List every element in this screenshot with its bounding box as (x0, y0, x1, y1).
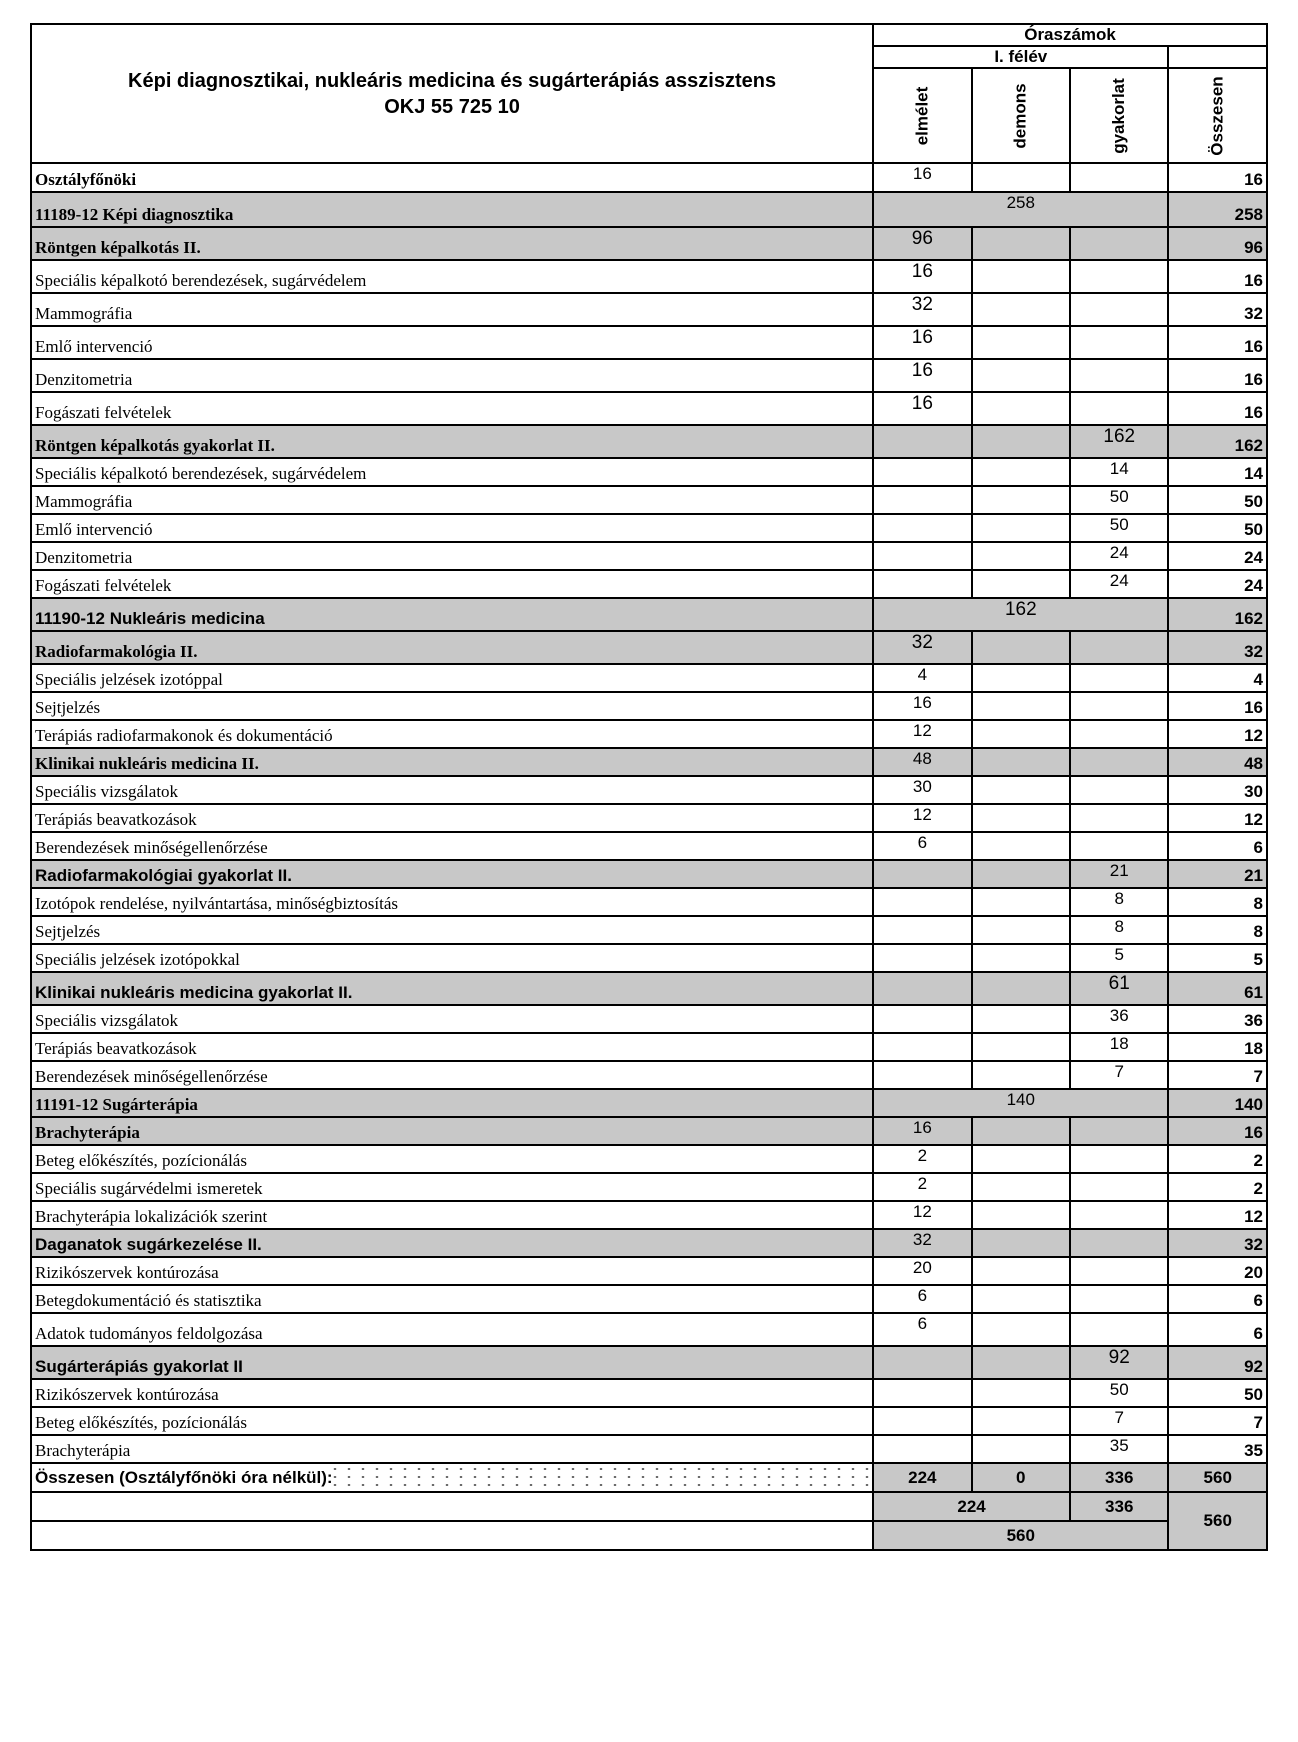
col-osszesen-header (1168, 68, 1267, 163)
demons-cell (972, 227, 1070, 260)
table-row (31, 944, 1267, 972)
osszesen-cell: 12 (1168, 720, 1267, 748)
demons-cell (972, 916, 1070, 944)
gyakorlat-cell (1070, 1257, 1168, 1285)
gyakorlat-cell: 7 (1070, 1061, 1168, 1089)
col-gyakorlat-header (1070, 68, 1168, 163)
row-label: Mammográfia (31, 486, 873, 514)
osszesen-cell: 8 (1168, 916, 1267, 944)
demons-cell (972, 542, 1070, 570)
gyakorlat-cell: 50 (1070, 514, 1168, 542)
table-row (31, 748, 1267, 776)
row-label: Sugárterápiás gyakorlat II (31, 1346, 873, 1379)
gyakorlat-cell: 24 (1070, 570, 1168, 598)
hours-table (30, 23, 1268, 1551)
table-row (31, 692, 1267, 720)
demons-cell (972, 1229, 1070, 1257)
demons-cell (972, 392, 1070, 425)
row-label: Izotópok rendelése, nyilvántartása, minőségbiztosítás (31, 888, 873, 916)
elmelet-cell (873, 458, 971, 486)
gyakorlat-cell (1070, 1229, 1168, 1257)
osszesen-cell: 12 (1168, 804, 1267, 832)
gyakorlat-cell (1070, 692, 1168, 720)
gyakorlat-cell: 36 (1070, 1005, 1168, 1033)
elmelet-cell (873, 916, 971, 944)
osszesen-cell: 2 (1168, 1173, 1267, 1201)
table-row (31, 1117, 1267, 1145)
row-label: Röntgen képalkotás II. (31, 227, 873, 260)
table-row (31, 458, 1267, 486)
footer-total-text: Összesen (Osztályfőnöki óra nélkül): (35, 1467, 333, 1487)
osszesen-cell: 162 (1168, 425, 1267, 458)
demons-cell (972, 1061, 1070, 1089)
osszesen-cell: 30 (1168, 776, 1267, 804)
elmelet-cell: 6 (873, 1285, 971, 1313)
gyakorlat-cell: 18 (1070, 1033, 1168, 1061)
gyakorlat-cell: 7 (1070, 1407, 1168, 1435)
module-hours-cell: 140 (873, 1089, 1168, 1117)
row-label: Berendezések minőségellenőrzése (31, 832, 873, 860)
row-label: Radiofarmakológiai gyakorlat II. (31, 860, 873, 888)
footer-gyakorlat-total: 336 (1070, 1463, 1168, 1492)
osszesen-cell: 140 (1168, 1089, 1267, 1117)
gyakorlat-cell (1070, 392, 1168, 425)
elmelet-cell (873, 888, 971, 916)
demons-cell (972, 832, 1070, 860)
demons-cell (972, 359, 1070, 392)
table-row (31, 486, 1267, 514)
osszesen-cell: 24 (1168, 542, 1267, 570)
row-label: Fogászati felvételek (31, 570, 873, 598)
table-row (31, 293, 1267, 326)
demons-cell (972, 944, 1070, 972)
row-label: 11190-12 Nukleáris medicina (31, 598, 873, 631)
elmelet-cell (873, 1061, 971, 1089)
gyakorlat-cell (1070, 804, 1168, 832)
osszesen-cell: 6 (1168, 1285, 1267, 1313)
table-row (31, 1089, 1267, 1117)
osszesen-cell: 16 (1168, 392, 1267, 425)
elmelet-cell: 2 (873, 1173, 971, 1201)
osszesen-cell: 35 (1168, 1435, 1267, 1463)
table-row (31, 1033, 1267, 1061)
table-row (31, 1005, 1267, 1033)
demons-cell (972, 664, 1070, 692)
osszesen-cell: 92 (1168, 1346, 1267, 1379)
elmelet-cell (873, 944, 971, 972)
footer-total-label (31, 1463, 873, 1492)
osszesen-cell: 61 (1168, 972, 1267, 1005)
row-label: Klinikai nukleáris medicina II. (31, 748, 873, 776)
gyakorlat-cell: 92 (1070, 1346, 1168, 1379)
demons-cell (972, 1257, 1070, 1285)
gyakorlat-cell: 24 (1070, 542, 1168, 570)
demons-cell (972, 1379, 1070, 1407)
table-row (31, 776, 1267, 804)
row-label: Daganatok sugárkezelése II. (31, 1229, 873, 1257)
demons-cell (972, 776, 1070, 804)
osszesen-cell: 6 (1168, 1313, 1267, 1346)
table-row (31, 1435, 1267, 1463)
elmelet-cell (873, 1379, 971, 1407)
elmelet-cell: 16 (873, 392, 971, 425)
demons-cell (972, 514, 1070, 542)
elmelet-cell: 20 (873, 1257, 971, 1285)
gyakorlat-cell (1070, 163, 1168, 192)
row-label: Fogászati felvételek (31, 392, 873, 425)
gyakorlat-cell: 50 (1070, 486, 1168, 514)
demons-cell (972, 1145, 1070, 1173)
table-row (31, 326, 1267, 359)
table-row (31, 163, 1267, 192)
row-label: Speciális jelzések izotópokkal (31, 944, 873, 972)
row-label: Beteg előkészítés, pozícionálás (31, 1145, 873, 1173)
semester-blank-cell (1168, 46, 1267, 68)
row-label: Denzitometria (31, 542, 873, 570)
table-row (31, 359, 1267, 392)
row-label: Berendezések minőségellenőrzése (31, 1061, 873, 1089)
gyakorlat-cell (1070, 326, 1168, 359)
gyakorlat-cell (1070, 776, 1168, 804)
osszesen-cell: 32 (1168, 631, 1267, 664)
gyakorlat-cell (1070, 293, 1168, 326)
elmelet-cell: 6 (873, 832, 971, 860)
elmelet-cell: 16 (873, 260, 971, 293)
elmelet-cell: 48 (873, 748, 971, 776)
osszesen-cell: 16 (1168, 260, 1267, 293)
curriculum-table-sheet (30, 23, 1268, 1710)
demons-cell (972, 326, 1070, 359)
elmelet-cell: 16 (873, 1117, 971, 1145)
row-label: Mammográfia (31, 293, 873, 326)
gyakorlat-cell: 35 (1070, 1435, 1168, 1463)
document-title (31, 24, 873, 163)
gyakorlat-cell (1070, 1285, 1168, 1313)
osszesen-cell: 12 (1168, 1201, 1267, 1229)
footer-blank-2 (31, 1521, 873, 1550)
title-line-2: OKJ 55 725 10 (384, 95, 520, 118)
row-label: Radiofarmakológia II. (31, 631, 873, 664)
table-row (31, 1257, 1267, 1285)
row-label: Klinikai nukleáris medicina gyakorlat II. (31, 972, 873, 1005)
elmelet-cell: 30 (873, 776, 971, 804)
demons-cell (972, 720, 1070, 748)
row-label: Speciális képalkotó berendezések, sugárvédelem (31, 260, 873, 293)
gyakorlat-cell (1070, 1145, 1168, 1173)
osszesen-cell: 7 (1168, 1407, 1267, 1435)
module-hours-cell: 162 (873, 598, 1168, 631)
elmelet-cell: 4 (873, 664, 971, 692)
elmelet-cell: 16 (873, 692, 971, 720)
demons-cell (972, 1346, 1070, 1379)
elmelet-cell (873, 570, 971, 598)
row-label: Terápiás beavatkozások (31, 1033, 873, 1061)
elmelet-cell: 12 (873, 804, 971, 832)
osszesen-cell: 5 (1168, 944, 1267, 972)
row-label: Betegdokumentáció és statisztika (31, 1285, 873, 1313)
table-row (31, 1145, 1267, 1173)
elmelet-cell (873, 486, 971, 514)
row-label: Osztályfőnöki (31, 163, 873, 192)
table-row (31, 1346, 1267, 1379)
osszesen-cell: 8 (1168, 888, 1267, 916)
demons-cell (972, 1435, 1070, 1463)
demons-cell (972, 1117, 1070, 1145)
row-label: Rizikószervek kontúrozása (31, 1257, 873, 1285)
elmelet-cell: 32 (873, 1229, 971, 1257)
demons-cell (972, 486, 1070, 514)
elmelet-cell (873, 1407, 971, 1435)
row-label: Sejtjelzés (31, 916, 873, 944)
title-line-1: Képi diagnosztikai, nukleáris medicina és sugárterápiás asszisztens (128, 69, 777, 92)
demons-cell (972, 748, 1070, 776)
osszesen-cell: 258 (1168, 192, 1267, 227)
elmelet-cell (873, 1346, 971, 1379)
footer-demons-total: 0 (972, 1463, 1070, 1492)
row-label: Adatok tudományos feldolgozása (31, 1313, 873, 1346)
demons-cell (972, 1201, 1070, 1229)
demons-cell (972, 860, 1070, 888)
table-row (31, 916, 1267, 944)
col-elmelet-label: elmélet (912, 86, 932, 145)
table-row (31, 972, 1267, 1005)
elmelet-cell (873, 542, 971, 570)
col-demons-header (972, 68, 1070, 163)
col-osszesen-label: Összesen (1207, 75, 1227, 156)
osszesen-cell: 4 (1168, 664, 1267, 692)
row-label: Rizikószervek kontúrozása (31, 1379, 873, 1407)
elmelet-cell: 16 (873, 163, 971, 192)
elmelet-cell: 32 (873, 631, 971, 664)
row-label: Terápiás radiofarmakonok és dokumentáció (31, 720, 873, 748)
osszesen-cell: 16 (1168, 359, 1267, 392)
osszesen-cell: 16 (1168, 1117, 1267, 1145)
row-label: Speciális jelzések izotóppal (31, 664, 873, 692)
row-label: Denzitometria (31, 359, 873, 392)
table-row (31, 260, 1267, 293)
demons-cell (972, 692, 1070, 720)
gyakorlat-cell: 162 (1070, 425, 1168, 458)
gyakorlat-cell (1070, 1173, 1168, 1201)
osszesen-cell: 162 (1168, 598, 1267, 631)
table-row (31, 1229, 1267, 1257)
row-label: Beteg előkészítés, pozícionálás (31, 1407, 873, 1435)
row-label: Speciális vizsgálatok (31, 1005, 873, 1033)
elmelet-cell (873, 514, 971, 542)
gyakorlat-cell (1070, 832, 1168, 860)
table-row (31, 1285, 1267, 1313)
elmelet-cell (873, 425, 971, 458)
table-row (31, 1061, 1267, 1089)
row-label: Emlő intervenció (31, 326, 873, 359)
table-row (31, 631, 1267, 664)
osszesen-cell: 21 (1168, 860, 1267, 888)
gyakorlat-cell (1070, 260, 1168, 293)
osszesen-cell: 6 (1168, 832, 1267, 860)
osszesen-cell: 48 (1168, 748, 1267, 776)
table-row (31, 832, 1267, 860)
col-demons-label: demons (1010, 82, 1030, 149)
footer-grand-total-right: 560 (1168, 1492, 1267, 1550)
osszesen-cell: 32 (1168, 293, 1267, 326)
table-row (31, 888, 1267, 916)
osszesen-cell: 7 (1168, 1061, 1267, 1089)
row-label: Brachyterápia (31, 1117, 873, 1145)
table-row (31, 192, 1267, 227)
elmelet-cell: 2 (873, 1145, 971, 1173)
demons-cell (972, 163, 1070, 192)
osszesen-cell: 2 (1168, 1145, 1267, 1173)
table-row (31, 1201, 1267, 1229)
demons-cell (972, 1173, 1070, 1201)
table-row (31, 804, 1267, 832)
table-row (31, 1379, 1267, 1407)
elmelet-cell (873, 1005, 971, 1033)
table-row (31, 570, 1267, 598)
row-label: Röntgen képalkotás gyakorlat II. (31, 425, 873, 458)
footer-blank-1 (31, 1492, 873, 1521)
osszesen-cell: 16 (1168, 692, 1267, 720)
elmelet-cell (873, 1033, 971, 1061)
gyakorlat-cell: 5 (1070, 944, 1168, 972)
gyakorlat-cell (1070, 227, 1168, 260)
elmelet-cell: 16 (873, 359, 971, 392)
row-label: Speciális képalkotó berendezések, sugárvédelem (31, 458, 873, 486)
elmelet-cell (873, 972, 971, 1005)
footer-elmelet-total: 224 (873, 1463, 971, 1492)
osszesen-cell: 50 (1168, 1379, 1267, 1407)
table-row (31, 664, 1267, 692)
gyakorlat-cell: 61 (1070, 972, 1168, 1005)
osszesen-cell: 96 (1168, 227, 1267, 260)
col-gyakorlat-label: gyakorlat (1109, 77, 1129, 154)
elmelet-cell: 6 (873, 1313, 971, 1346)
row-label: Speciális sugárvédelmi ismeretek (31, 1173, 873, 1201)
demons-cell (972, 972, 1070, 1005)
footer-theory-demo-sum: 224 (873, 1492, 1070, 1521)
row-label: Sejtjelzés (31, 692, 873, 720)
gyakorlat-cell (1070, 664, 1168, 692)
demons-cell (972, 804, 1070, 832)
elmelet-cell (873, 860, 971, 888)
demons-cell (972, 293, 1070, 326)
demons-cell (972, 631, 1070, 664)
row-label: 11191-12 Sugárterápia (31, 1089, 873, 1117)
semester-header: I. félév (873, 46, 1168, 68)
col-elmelet-header (873, 68, 971, 163)
row-label: Terápiás beavatkozások (31, 804, 873, 832)
gyakorlat-cell (1070, 631, 1168, 664)
osszesen-cell: 36 (1168, 1005, 1267, 1033)
table-row (31, 1313, 1267, 1346)
demons-cell (972, 260, 1070, 293)
demons-cell (972, 458, 1070, 486)
table-row (31, 598, 1267, 631)
table-row (31, 860, 1267, 888)
elmelet-cell: 16 (873, 326, 971, 359)
gyakorlat-cell: 14 (1070, 458, 1168, 486)
gyakorlat-cell: 8 (1070, 916, 1168, 944)
gyakorlat-cell (1070, 720, 1168, 748)
oraszamok-header: Óraszámok (873, 24, 1267, 46)
osszesen-cell: 32 (1168, 1229, 1267, 1257)
footer-overall-total: 560 (1168, 1463, 1267, 1492)
osszesen-cell: 16 (1168, 163, 1267, 192)
row-label: Brachyterápia lokalizációk szerint (31, 1201, 873, 1229)
table-row (31, 720, 1267, 748)
gyakorlat-cell: 50 (1070, 1379, 1168, 1407)
elmelet-cell: 12 (873, 1201, 971, 1229)
table-row (31, 227, 1267, 260)
demons-cell (972, 425, 1070, 458)
elmelet-cell: 96 (873, 227, 971, 260)
gyakorlat-cell (1070, 1201, 1168, 1229)
osszesen-cell: 24 (1168, 570, 1267, 598)
gyakorlat-cell (1070, 1117, 1168, 1145)
demons-cell (972, 1005, 1070, 1033)
osszesen-cell: 20 (1168, 1257, 1267, 1285)
osszesen-cell: 14 (1168, 458, 1267, 486)
gyakorlat-cell: 21 (1070, 860, 1168, 888)
demons-cell (972, 1285, 1070, 1313)
osszesen-cell: 16 (1168, 326, 1267, 359)
osszesen-cell: 50 (1168, 486, 1267, 514)
demons-cell (972, 1313, 1070, 1346)
row-label: Speciális vizsgálatok (31, 776, 873, 804)
elmelet-cell: 32 (873, 293, 971, 326)
table-row (31, 1173, 1267, 1201)
demons-cell (972, 570, 1070, 598)
gyakorlat-cell (1070, 748, 1168, 776)
demons-cell (972, 888, 1070, 916)
row-label: Emlő intervenció (31, 514, 873, 542)
table-row (31, 542, 1267, 570)
row-label: 11189-12 Képi diagnosztika (31, 192, 873, 227)
footer-practice-sum: 336 (1070, 1492, 1168, 1521)
elmelet-cell: 12 (873, 720, 971, 748)
table-row (31, 425, 1267, 458)
demons-cell (972, 1407, 1070, 1435)
osszesen-cell: 18 (1168, 1033, 1267, 1061)
demons-cell (972, 1033, 1070, 1061)
gyakorlat-cell: 8 (1070, 888, 1168, 916)
table-row (31, 392, 1267, 425)
osszesen-cell: 50 (1168, 514, 1267, 542)
gyakorlat-cell (1070, 359, 1168, 392)
gyakorlat-cell (1070, 1313, 1168, 1346)
table-row (31, 1407, 1267, 1435)
row-label: Brachyterápia (31, 1435, 873, 1463)
module-hours-cell: 258 (873, 192, 1168, 227)
elmelet-cell (873, 1435, 971, 1463)
footer-all-sum: 560 (873, 1521, 1168, 1550)
table-row (31, 514, 1267, 542)
